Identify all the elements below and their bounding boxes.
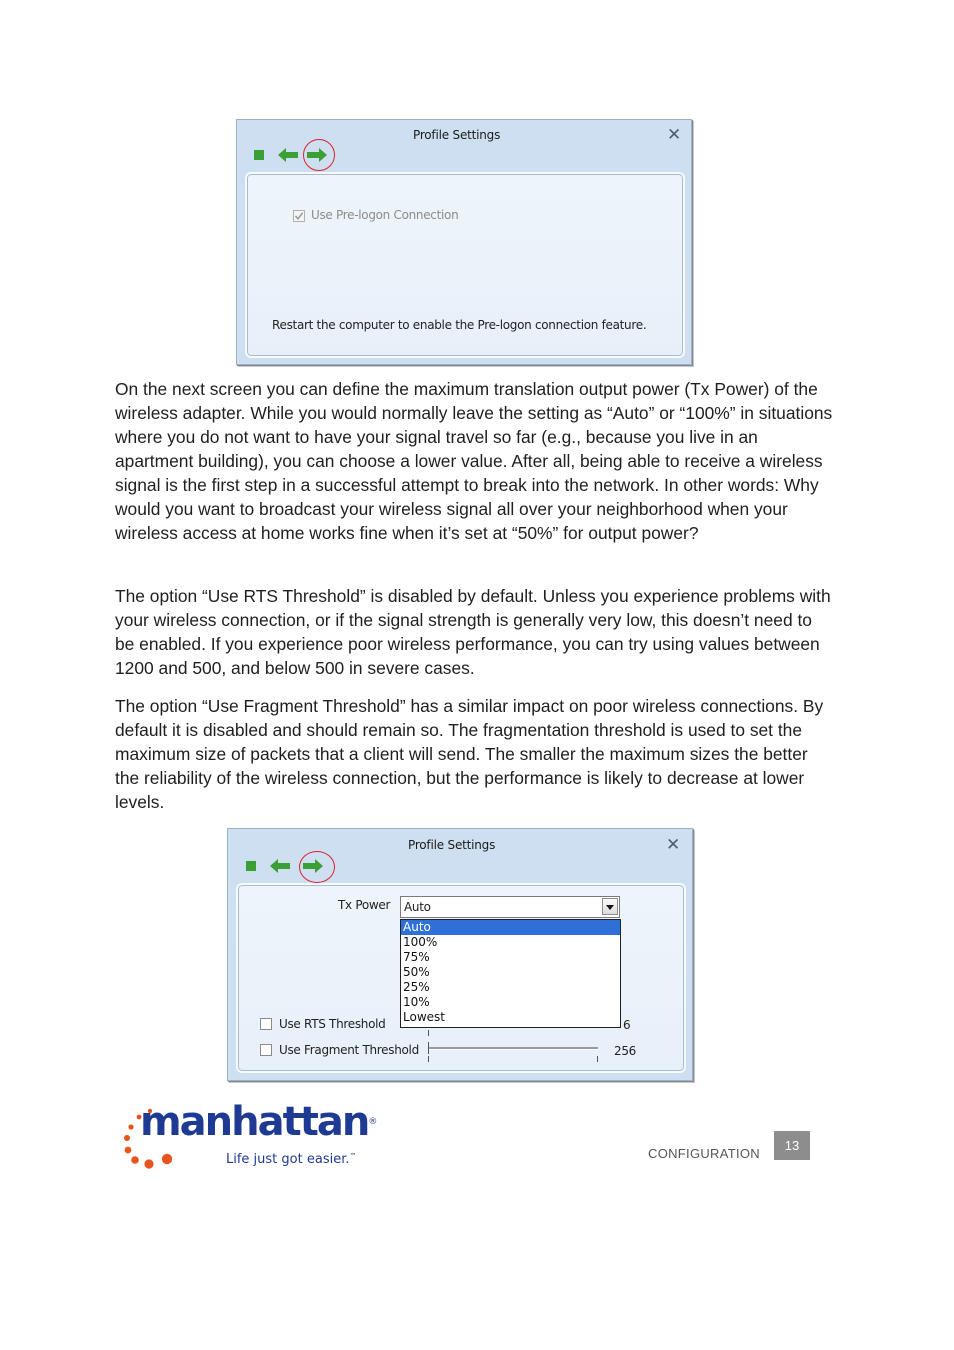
profile-settings-dialog-prelogon xyxy=(236,119,692,365)
fragment-threshold-slider[interactable] xyxy=(428,1047,598,1050)
back-arrow-icon[interactable] xyxy=(269,858,291,874)
dialog-title: Profile Settings xyxy=(413,128,501,142)
paragraph-rts-threshold: The option “Use RTS Threshold” is disabled by default. Unless you experience problems with your wireless connection, or if the signal strength is generally very low, this doesn’t need to be enabled. If you experience poor wireless performance, you can try using values between 1200 and 500, and below 500 in severe cases. xyxy=(115,586,831,678)
fragment-slider-handle[interactable] xyxy=(428,1042,429,1054)
tx-power-label: Tx Power xyxy=(338,898,391,912)
tx-power-option[interactable]: Auto xyxy=(401,920,620,935)
rts-threshold-value: 6 xyxy=(623,1018,631,1032)
tx-power-option[interactable]: 25% xyxy=(403,980,430,994)
tagline: Life just got easier. xyxy=(226,1152,350,1167)
logo-tagline xyxy=(226,1152,356,1167)
paragraph-fragment-threshold: The option “Use Fragment Threshold” has a similar impact on poor wireless connections. By default it is disabled and should remain so. The fragmentation threshold is used to set the maximum size of packets that a client will send. The smaller the maximum sizes the better the reliability of the wireless connection, but the performance is likely to decrease at lower levels. xyxy=(115,696,824,812)
tx-power-option[interactable]: Lowest xyxy=(403,1010,445,1024)
rts-threshold-checkbox[interactable] xyxy=(260,1018,272,1030)
section-label: CONFIGURATION xyxy=(648,1146,760,1161)
fragment-slider-tick xyxy=(428,1056,429,1062)
close-icon[interactable]: ✕ xyxy=(667,125,682,145)
tx-power-option[interactable]: 50% xyxy=(403,965,430,979)
tx-power-dropdown-list xyxy=(400,919,621,1028)
settings-panel xyxy=(245,172,685,358)
profile-settings-dialog-txpower xyxy=(227,828,693,1081)
page-number: 13 xyxy=(774,1131,810,1160)
fragment-slider-tick xyxy=(597,1056,598,1062)
brand-name: manhattan xyxy=(140,1099,369,1145)
rts-slider-tick xyxy=(428,1030,429,1036)
dialog-title: Profile Settings xyxy=(408,838,496,852)
tx-power-option[interactable]: 75% xyxy=(403,950,430,964)
fragment-threshold-value: 256 xyxy=(614,1044,637,1058)
back-arrow-icon[interactable] xyxy=(277,147,299,163)
tx-power-option[interactable]: 100% xyxy=(403,935,438,949)
paragraph-tx-power: On the next screen you can define the maximum translation output power (Tx Power) of the wireless adapter. While you would normally leave the setting as “Auto” or “100%” in situations where you do not want to have your signal travel so far (e.g., because you live in an apartment building), you can choose a lower value. After all, being able to receive a wireless signal is the first step in a successful attempt to break into the network. In other words: Why would you want to broadcast your wireless signal all over your neighborhood when your wireless access at home works fine when it’s set at “50%” for output power? xyxy=(115,379,833,543)
prelogon-checkbox-label: Use Pre-logon Connection xyxy=(311,208,459,222)
rts-threshold-label: Use RTS Threshold xyxy=(279,1017,386,1031)
stop-icon[interactable] xyxy=(254,150,264,160)
highlight-circle xyxy=(299,851,335,883)
chevron-down-icon[interactable] xyxy=(602,898,618,915)
tx-power-selected-value: Auto xyxy=(404,900,431,914)
tx-power-select[interactable] xyxy=(400,896,620,918)
settings-panel xyxy=(236,883,686,1073)
prelogon-checkbox[interactable] xyxy=(293,210,305,222)
close-icon[interactable]: ✕ xyxy=(666,835,681,855)
fragment-threshold-checkbox[interactable] xyxy=(260,1044,272,1056)
checkmark-icon xyxy=(294,211,304,221)
fragment-threshold-label: Use Fragment Threshold xyxy=(279,1043,419,1057)
logo-wordmark xyxy=(140,1098,377,1146)
manhattan-logo xyxy=(122,1099,378,1175)
tagline-tm: ™ xyxy=(349,1152,357,1160)
tx-power-option[interactable]: 10% xyxy=(403,995,430,1009)
highlight-circle xyxy=(303,139,335,171)
registered-mark: ® xyxy=(368,1117,378,1127)
restart-note: Restart the computer to enable the Pre-logon connection feature. xyxy=(272,318,647,332)
stop-icon[interactable] xyxy=(246,861,256,871)
